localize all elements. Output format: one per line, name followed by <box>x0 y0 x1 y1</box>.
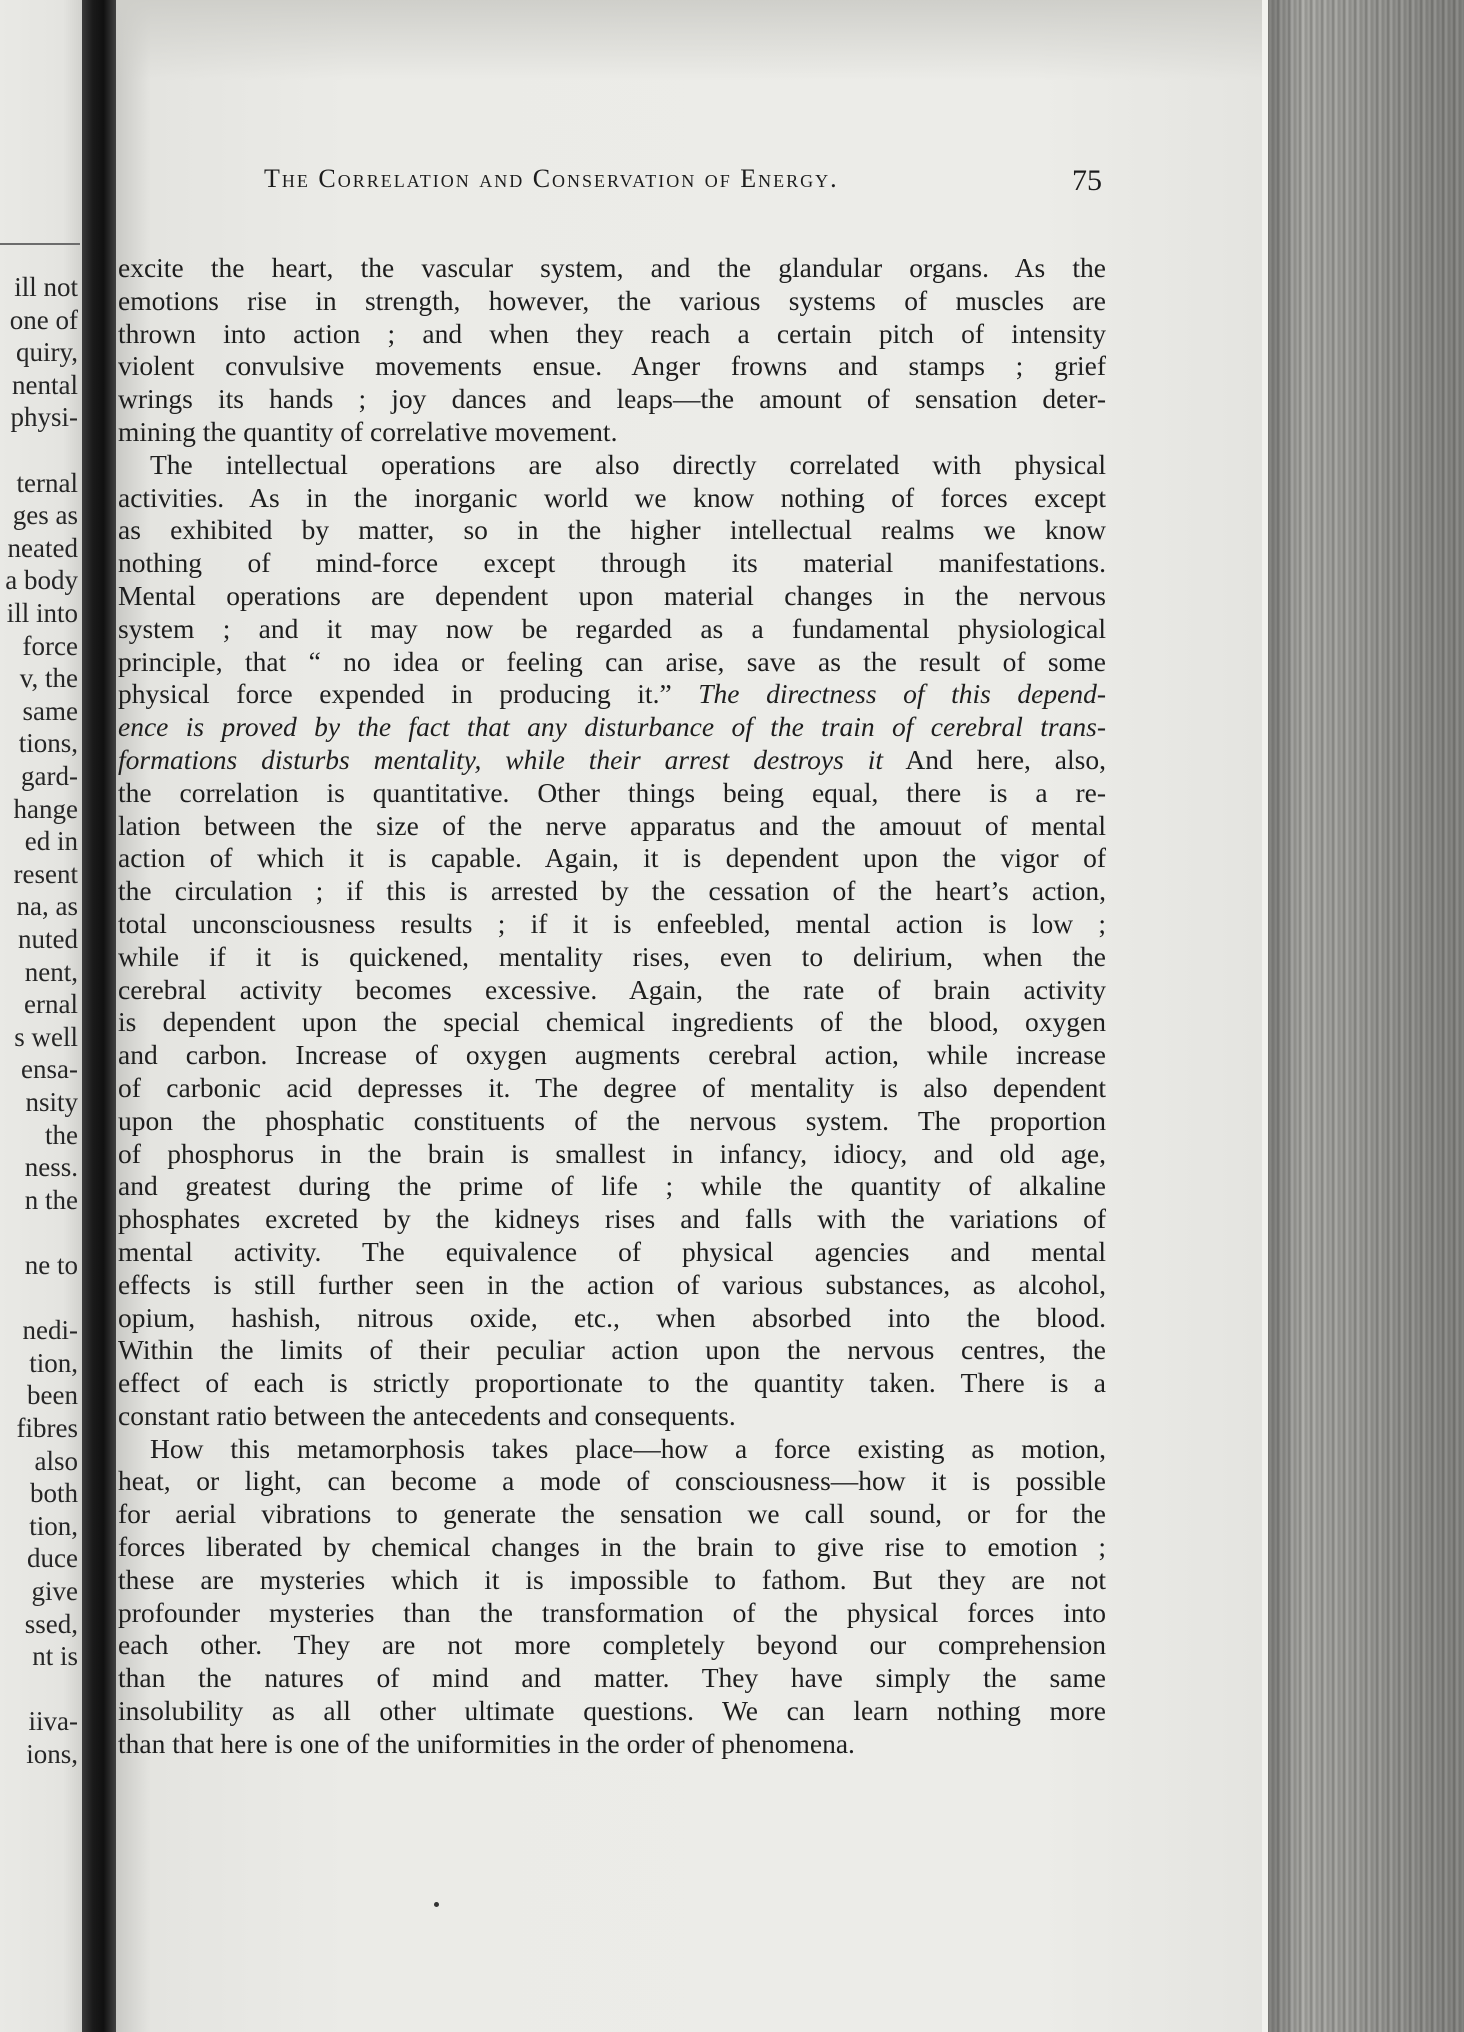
facing-page-line: fibres <box>16 1413 78 1443</box>
text-line: cerebral activity becomes excessive. Again, the rate of brain activity <box>118 973 1106 1005</box>
facing-page-line: ness. <box>24 1152 78 1183</box>
facing-page-line: give <box>31 1576 78 1606</box>
facing-page-line: physi- <box>10 402 78 433</box>
facing-page-fragment <box>0 0 84 2032</box>
text-line: system ; and it may now be regarded as a fundamental physiological <box>118 612 1106 644</box>
text-line <box>116 678 1106 711</box>
facing-page-line: nental <box>12 369 78 400</box>
italic-text-run: formations disturbs mentality, while their arrest destroys it <box>118 743 884 775</box>
facing-page-line: also <box>34 1445 78 1476</box>
facing-page-line: iiva- <box>28 1706 78 1737</box>
text-line: phosphates excreted by the kidneys rises and falls with the variations of <box>118 1203 1106 1235</box>
text-line: is dependent upon the special chemical ingredients of the blood, oxygen <box>118 1006 1106 1038</box>
facing-page-line: v, the <box>19 663 78 694</box>
ink-speck <box>434 1902 439 1907</box>
facing-page-line: neated <box>7 532 78 563</box>
text-line: Within the limits of their peculiar action upon the nervous centres, the <box>118 1334 1106 1366</box>
text-line: than the natures of mind and matter. They have simply the same <box>118 1662 1106 1694</box>
text-line: the circulation ; if this is arrested by the cessation of the heart’s action, <box>118 875 1106 907</box>
facing-page-line: tion, <box>29 1510 78 1541</box>
text-line: of phosphorus in the brain is smallest in infancy, idiocy, and old age, <box>118 1137 1106 1169</box>
facing-page-line: nt is <box>32 1641 78 1672</box>
text-line: for aerial vibrations to generate the sensation we call sound, or for the <box>118 1498 1106 1530</box>
text-line: The intellectual operations are also directly correlated with physical <box>150 448 1106 480</box>
facing-page-line: ions, <box>26 1739 78 1769</box>
text-line: total unconsciousness results ; if it is enfeebled, mental action is low ; <box>118 907 1106 939</box>
facing-page-line: same <box>22 695 78 726</box>
book-gutter <box>82 0 118 2032</box>
text-line: of carbonic acid depresses it. The degree of mentality is also dependent <box>118 1071 1106 1103</box>
page-number: 75 <box>1072 164 1102 197</box>
text-line: the correlation is quantitative. Other things being equal, there is a re- <box>118 776 1106 808</box>
text-line: as exhibited by matter, so in the higher intellectual realms we know <box>118 514 1106 546</box>
facing-page-line: nuted <box>18 924 78 954</box>
text-line: each other. They are not more completely beyond our comprehension <box>118 1629 1106 1661</box>
book-page <box>116 0 1264 2032</box>
text-line: than that here is one of the uniformities in the order of phenomena. <box>118 1727 855 1759</box>
facing-page-line: ill not <box>14 272 78 302</box>
facing-page-line: tions, <box>18 728 78 759</box>
facing-page-line: nedi- <box>22 1315 78 1346</box>
text-line: mining the quantity of correlative movement. <box>118 415 618 447</box>
text-line: principle, that “ no idea or feeling can arise, save as the result of some <box>118 645 1106 677</box>
facing-page-rule <box>0 243 80 245</box>
text-line: these are mysteries which it is impossible to fathom. But they are not <box>118 1563 1106 1595</box>
text-line: while if it is quickened, mentality rises, even to delirium, when the <box>118 940 1106 972</box>
text-line: excite the heart, the vascular system, and the glandular organs. As the <box>118 252 1106 283</box>
text-line: forces liberated by chemical changes in the brain to give rise to emotion ; <box>118 1531 1106 1563</box>
text-line: emotions rise in strength, however, the various systems of muscles are <box>118 284 1106 316</box>
facing-page-line: quiry, <box>16 337 78 368</box>
facing-page-line: na, as <box>16 891 78 922</box>
facing-page-line: ges as <box>12 500 78 531</box>
page-edge-highlight <box>1262 0 1268 2032</box>
running-head: The Correlation and Conservation of Energy. <box>264 164 839 193</box>
text-line: mental activity. The equivalence of physical agencies and mental <box>118 1235 1106 1267</box>
text-line <box>116 711 1106 744</box>
text-line: How this metamorphosis takes place—how a force existing as motion, <box>150 1432 1106 1464</box>
facing-page-line: ternal <box>16 467 78 498</box>
facing-page-line: hange <box>13 793 78 824</box>
text-line: Mental operations are dependent upon material changes in the nervous <box>118 579 1106 611</box>
text-line: insolubility as all other ultimate questions. We can learn nothing more <box>118 1695 1106 1727</box>
italic-text-run: ence is proved by the fact that any disturbance of the train of cerebral trans- <box>118 711 1106 743</box>
text-line: and carbon. Increase of oxygen augments cerebral action, while increase <box>118 1039 1106 1071</box>
text-line: thrown into action ; and when they reach a certain pitch of intensity <box>118 317 1106 349</box>
facing-page-line: tion, <box>29 1347 78 1378</box>
facing-page-line: gard- <box>21 761 78 791</box>
text-line: profounder mysteries than the transformation of the physical forces into <box>118 1596 1106 1628</box>
facing-page-line: one of <box>9 304 78 335</box>
facing-page-line: n the <box>24 1184 78 1215</box>
facing-page-line: ssed, <box>24 1608 78 1639</box>
text-line: and greatest during the prime of life ; while the quantity of alkaline <box>118 1170 1106 1202</box>
text-line: lation between the size of the nerve apparatus and the amouut of mental <box>118 809 1106 841</box>
italic-text-run: The directness of this depend- <box>698 678 1106 710</box>
facing-page-line: ne to <box>24 1250 78 1280</box>
text-line: nothing of mind-force except through its material manifestations. <box>118 547 1106 579</box>
body-text <box>116 252 1106 1761</box>
facing-page-line: s well <box>14 1021 78 1052</box>
text-run: physical force expended in producing it.” <box>118 678 699 710</box>
text-line: action of which it is capable. Again, it is dependent upon the vigor of <box>118 842 1106 874</box>
text-line: effect of each is strictly proportionate to the quantity taken. There is a <box>118 1367 1106 1399</box>
facing-page-line: resent <box>13 858 78 889</box>
facing-page-line: both <box>29 1478 78 1509</box>
text-line: constant ratio between the antecedents and consequents. <box>118 1399 736 1431</box>
facing-page-line: been <box>27 1380 78 1411</box>
text-line: effects is still further seen in the action of various substances, as alcohol, <box>118 1268 1106 1300</box>
text-line: upon the phosphatic constituents of the nervous system. The proportion <box>118 1104 1106 1136</box>
facing-page-line: ernal <box>24 989 78 1020</box>
facing-page-line: ed in <box>24 826 78 857</box>
facing-page-line: force <box>22 630 78 661</box>
facing-page-line: ill into <box>6 598 78 628</box>
facing-page-line: the <box>45 1119 78 1150</box>
text-line: opium, hashish, nitrous oxide, etc., when absorbed into the blood. <box>118 1301 1106 1333</box>
text-line: violent convulsive movements ensue. Anger frowns and stamps ; grief <box>118 350 1106 382</box>
page-top-shadow <box>116 0 1264 80</box>
facing-page-line: a body <box>5 565 78 596</box>
facing-page-line: nent, <box>24 956 78 987</box>
text-run: And here, also, <box>883 743 1106 775</box>
text-line <box>116 744 1106 777</box>
facing-page-line: nsity <box>25 1087 78 1117</box>
facing-page-line: ensa- <box>21 1054 78 1085</box>
facing-page-line: duce <box>27 1543 78 1574</box>
text-line: heat, or light, can become a mode of consciousness—how it is possible <box>118 1465 1106 1497</box>
text-line: activities. As in the inorganic world we know nothing of forces except <box>118 481 1106 513</box>
page-edges-shade <box>1262 0 1464 2032</box>
text-line: wrings its hands ; joy dances and leaps—the amount of sensation deter- <box>118 383 1106 415</box>
